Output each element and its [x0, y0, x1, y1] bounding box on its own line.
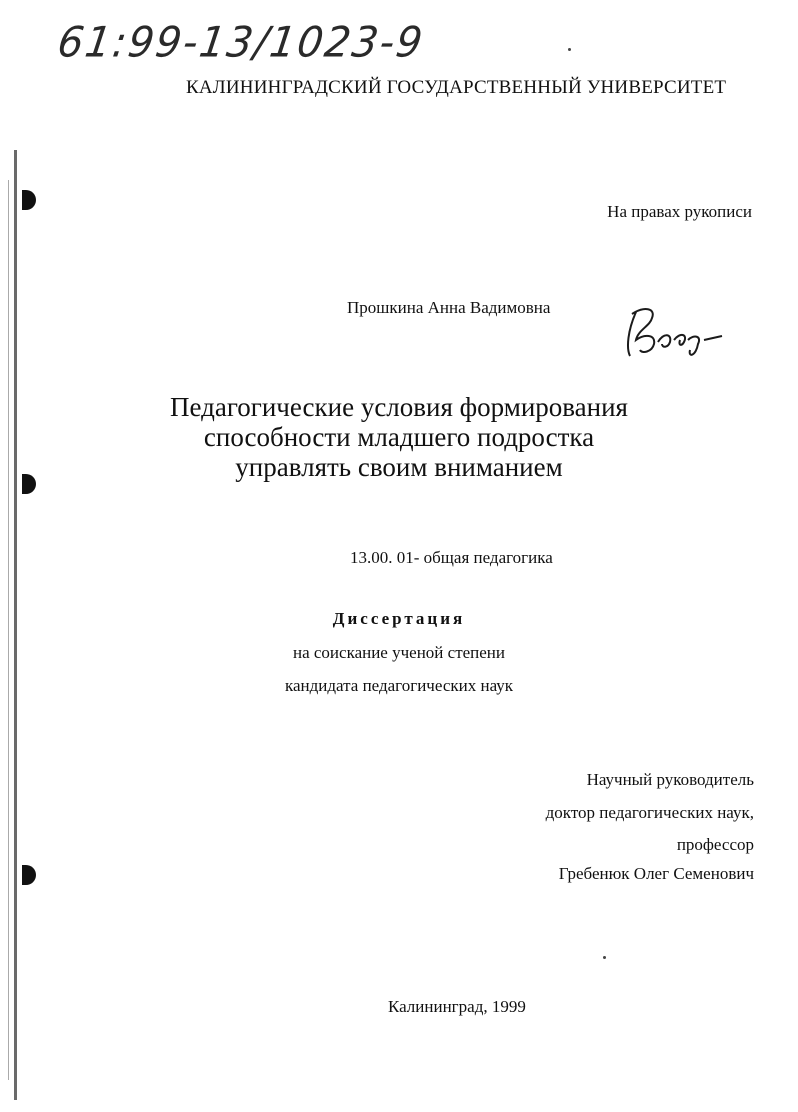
title-line: способности младшего подростка	[203, 422, 595, 452]
scan-edge-line	[8, 180, 9, 1080]
city-year: Калининград, 1999	[388, 997, 526, 1016]
title-line: управлять своим вниманием	[235, 452, 563, 482]
university-name: КАЛИНИНГРАДСКИЙ ГОСУДАРСТВЕННЫЙ УНИВЕРСИТЕТ	[186, 77, 727, 98]
supervisor-name: Гребенюк Олег Семенович	[558, 864, 754, 883]
supervisor-title: профессор	[676, 835, 754, 854]
author-signature	[622, 300, 742, 362]
degree-line: кандидата педагогических наук	[284, 676, 514, 695]
specialty-code: 13.00. 01- общая педагогика	[350, 548, 553, 567]
dissertation-title	[0, 392, 798, 482]
binding-hole-mark	[22, 865, 36, 885]
rights-notice: На правах рукописи	[607, 202, 752, 221]
scan-speck	[568, 48, 571, 51]
supervisor-role: Научный руководитель	[586, 770, 754, 789]
binding-hole-mark	[22, 190, 36, 210]
scan-speck	[603, 956, 606, 959]
title-line: Педагогические условия формирования	[170, 392, 628, 422]
degree-line: на соискание ученой степени	[292, 643, 506, 662]
author-name: Прошкина Анна Вадимовна	[347, 298, 551, 317]
dissertation-label: Диссертация	[332, 609, 466, 628]
supervisor-degree: доктор педагогических наук,	[545, 803, 754, 822]
handwritten-archive-number: 61:99-13/1023-9	[54, 18, 428, 68]
